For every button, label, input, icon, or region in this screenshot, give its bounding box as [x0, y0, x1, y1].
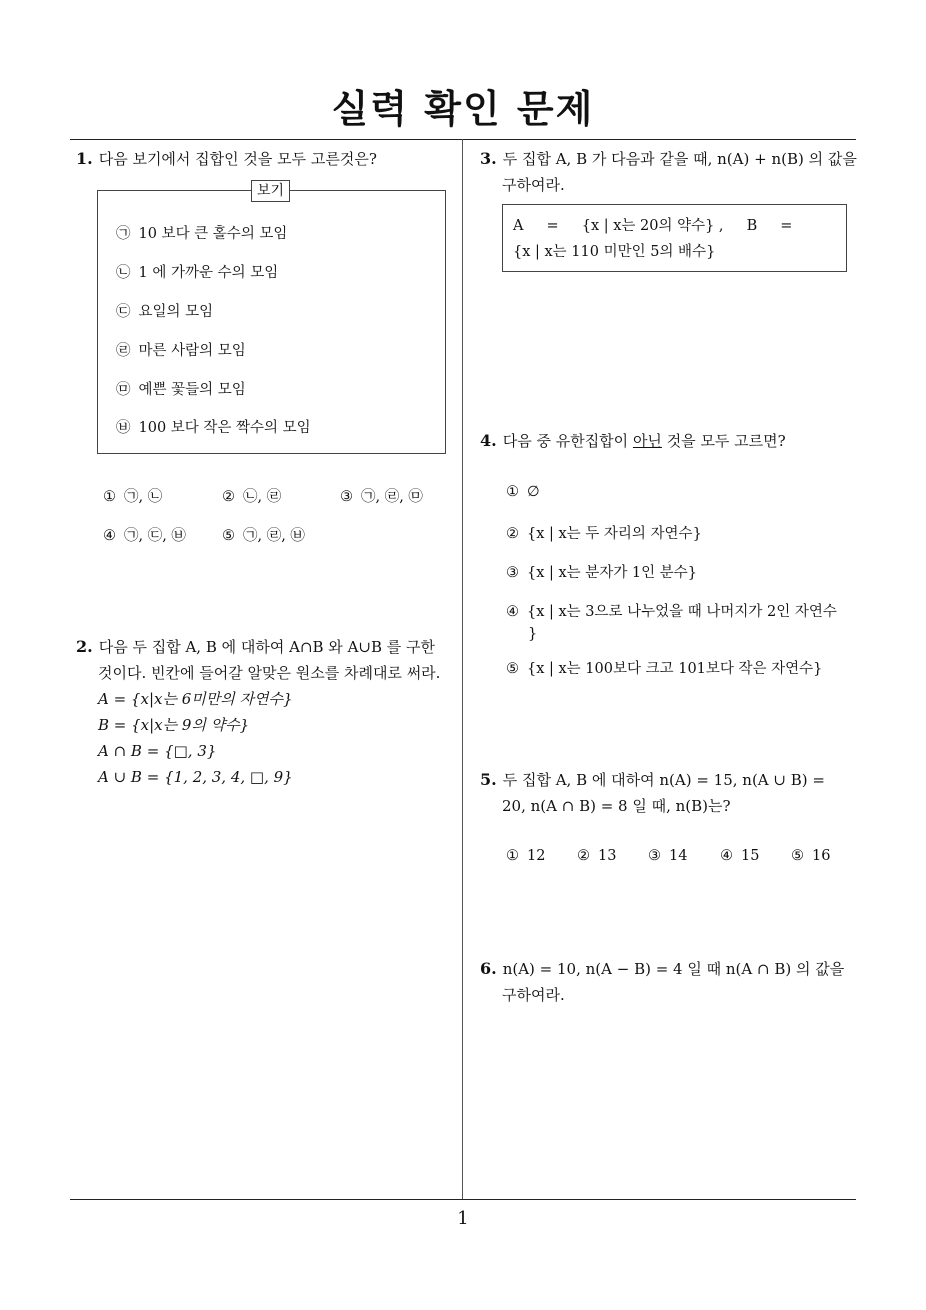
answer-choice[interactable]: ④ {x | x는 3으로 나누었을 때 나머지가 2인 자연수 — [506, 604, 837, 620]
given-box — [502, 204, 847, 272]
set-definition: A = {x|x는 6미만의 자연수} — [98, 690, 293, 708]
question-number: 1. — [76, 149, 93, 168]
question-number: 3. — [480, 149, 497, 168]
answer-choice-continuation: } — [528, 626, 538, 642]
question-number: 2. — [76, 637, 93, 656]
answer-choice[interactable]: ③ 14 — [648, 848, 688, 864]
question-text: 20, n(A ∩ B) = 8 일 때, n(B)는? — [502, 797, 731, 815]
question-4 — [480, 428, 786, 454]
bogi-item: ㉤ 예쁜 꽃들의 모임 — [116, 382, 246, 398]
answer-choice[interactable]: ① ㉠, ㉡ — [103, 489, 163, 505]
answer-choice[interactable]: ③ {x | x는 분자가 1인 분수} — [506, 565, 698, 581]
question-text: 구하여라. — [502, 986, 565, 1004]
question-text: 구하여라. — [502, 176, 565, 194]
question-3 — [480, 146, 862, 198]
question-number: 6. — [480, 959, 497, 978]
given-text: {x | x는 110 미만인 5의 배수} — [513, 244, 716, 260]
answer-choice[interactable]: ④ ㉠, ㉢, ㉥ — [103, 528, 186, 544]
answer-choice[interactable]: ⑤ ㉠, ㉣, ㉥ — [222, 528, 305, 544]
question-text: 다음 두 집합 A, B 에 대하여 A∩B 와 A∪B 를 구한 — [98, 638, 435, 656]
set-union: A ∪ B = {1, 2, 3, 4, □, 9} — [98, 768, 293, 786]
question-number: 4. — [480, 431, 497, 450]
bogi-item: ㉣ 마른 사람의 모임 — [116, 343, 246, 359]
bogi-item: ㉠ 10 보다 큰 홀수의 모임 — [116, 226, 288, 242]
answer-choice[interactable]: ③ ㉠, ㉣, ㉤ — [340, 489, 423, 505]
page-number: 1 — [457, 1208, 469, 1229]
top-rule — [70, 139, 856, 140]
question-text: 것을 모두 고르면? — [661, 432, 786, 450]
question-1 — [76, 146, 377, 172]
set-definition: B = {x|x는 9의 약수} — [98, 716, 250, 734]
bogi-item: ㉥ 100 보다 작은 짝수의 모임 — [116, 420, 311, 436]
answer-choice[interactable]: ④ 15 — [720, 848, 760, 864]
question-2 — [76, 634, 458, 790]
answer-choice[interactable]: ① ∅ — [506, 484, 540, 500]
question-text: 것이다. 빈칸에 들어갈 알맞은 원소를 차례대로 써라. — [98, 664, 441, 682]
question-5 — [480, 767, 862, 819]
column-divider — [462, 139, 463, 1200]
question-text: 다음 보기에서 집합인 것을 모두 고른것은? — [98, 150, 377, 168]
answer-choice[interactable]: ② 13 — [577, 848, 617, 864]
question-text: 두 집합 A, B 에 대하여 n(A) = 15, n(A ∪ B) = — [502, 771, 825, 789]
answer-choice[interactable]: ① 12 — [506, 848, 546, 864]
answer-choice[interactable]: ② {x | x는 두 자리의 자연수} — [506, 526, 702, 542]
question-text: 두 집합 A, B 가 다음과 같을 때, n(A) + n(B) 의 값을 — [502, 150, 857, 168]
bogi-item: ㉢ 요일의 모임 — [116, 304, 214, 320]
question-text: n(A) = 10, n(A − B) = 4 일 때 n(A ∩ B) 의 값을 — [502, 960, 845, 978]
bogi-label: 보기 — [251, 180, 290, 202]
bogi-item: ㉡ 1 에 가까운 수의 모임 — [116, 265, 279, 281]
question-text: 다음 중 유한집합이 — [502, 432, 633, 450]
answer-choice[interactable]: ② ㉡, ㉣ — [222, 489, 282, 505]
given-text: A = {x | x는 20의 약수} , B = — [513, 218, 793, 234]
set-intersection: A ∩ B = {□, 3} — [98, 742, 217, 760]
answer-choice[interactable]: ⑤ {x | x는 100보다 크고 101보다 작은 자연수} — [506, 661, 823, 677]
underlined-word: 아닌 — [632, 432, 662, 450]
bottom-rule — [70, 1199, 856, 1200]
answer-choice[interactable]: ⑤ 16 — [791, 848, 831, 864]
question-6 — [480, 956, 862, 1008]
page-title: 실력 확인 문제 — [331, 87, 595, 131]
question-number: 5. — [480, 770, 497, 789]
